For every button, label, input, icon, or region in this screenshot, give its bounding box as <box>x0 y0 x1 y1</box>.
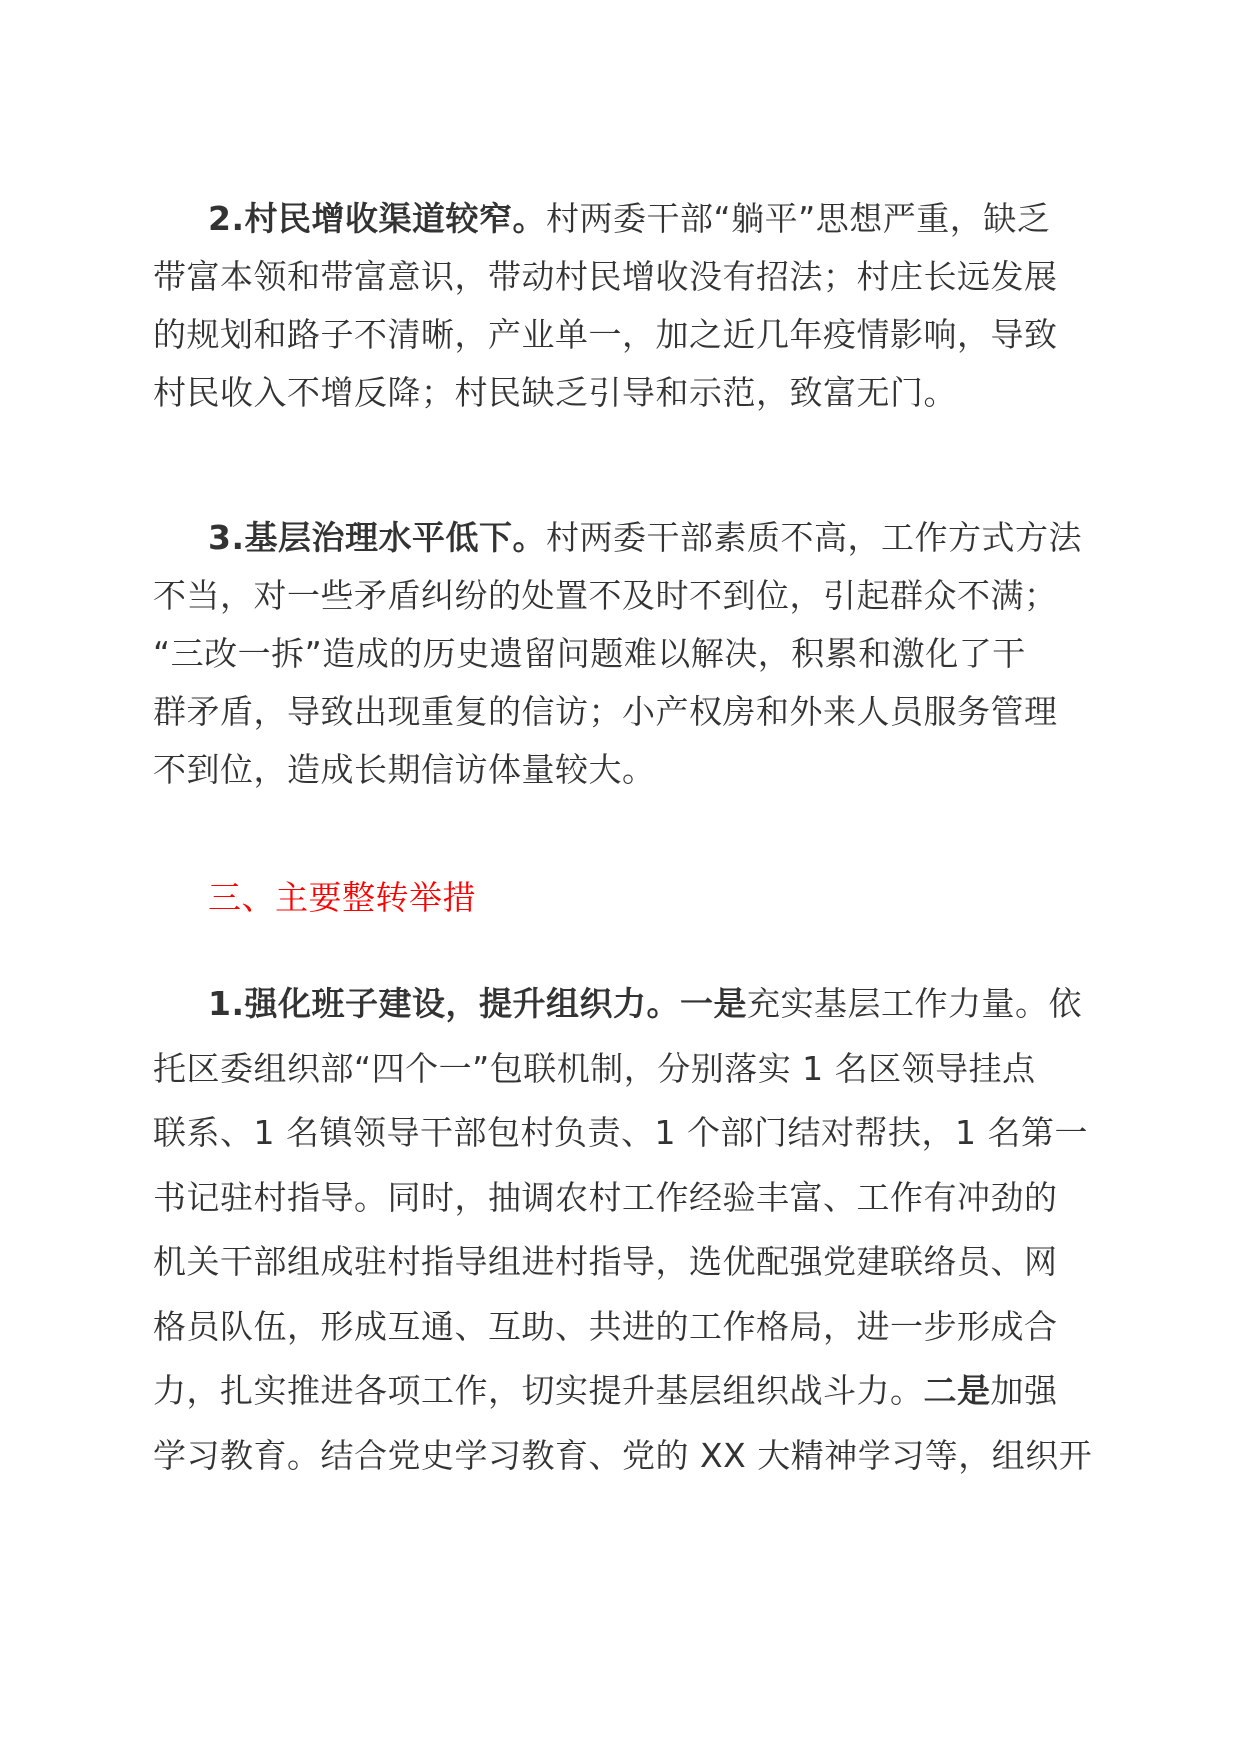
item2-line-2: 带富本领和带富意识，带动村民增收没有招法；村庄长远发展 <box>153 257 1058 296</box>
s3-item1-first: 一是 <box>680 984 747 1023</box>
s3-item1-line-1 <box>208 982 1093 1026</box>
s3-item1-line-5: 机关干部组成驻村指导组进村指导，选优配强党建联络员、网 <box>153 1242 1058 1281</box>
s3-item1-line-6: 格员队伍，形成互通、互助、共进的工作格局，进一步形成合 <box>153 1307 1058 1346</box>
item3-title: 3.基层治理水平低下。 <box>208 518 546 557</box>
s3-item1-line-3: 联系、1 名镇领导干部包村负责、1 个部门结对帮扶，1 名第一 <box>153 1113 1088 1152</box>
s3-item1-line-7-text: 力，扎实推进各项工作，切实提升基层组织战斗力。 <box>153 1371 924 1410</box>
item3-line-1 <box>208 516 1093 560</box>
s3-item1-line-7-tail: 加强 <box>990 1371 1058 1410</box>
s3-item1-text: 充实基层工作力量。依 <box>747 984 1082 1023</box>
s3-item1-second: 二是 <box>923 1371 991 1410</box>
s3-item1-title: 1.强化班子建设，提升组织力。 <box>208 984 680 1023</box>
s3-item1-line-4: 书记驻村指导。同时，抽调农村工作经验丰富、工作有冲劲的 <box>153 1178 1058 1217</box>
item3-line-4: 群矛盾，导致出现重复的信访；小产权房和外来人员服务管理 <box>153 692 1058 731</box>
section-heading: 三、主要整转举措 <box>208 878 476 917</box>
item2-line-3: 的规划和路子不清晰，产业单一，加之近几年疫情影响，导致 <box>153 315 1058 354</box>
item3-line-2: 不当，对一些矛盾纠纷的处置不及时不到位，引起群众不满； <box>153 576 1058 615</box>
item3-line-3: “三改一拆”造成的历史遗留问题难以解决，积累和激化了干 <box>153 634 1026 673</box>
s3-item1-line-8: 学习教育。结合党史学习教育、党的 XX 大精神学习等，组织开 <box>153 1436 1093 1475</box>
item3-line-5: 不到位，造成长期信访体量较大。 <box>153 750 656 789</box>
item3-text: 村两委干部素质不高，工作方式方法 <box>546 518 1082 557</box>
item2-line-1 <box>208 197 1093 241</box>
item2-title: 2.村民增收渠道较窄。 <box>208 199 546 238</box>
s3-item1-line-2: 托区委组织部“四个一”包联机制，分别落实 1 名区领导挂点 <box>153 1049 1036 1088</box>
item2-line-4: 村民收入不增反降；村民缺乏引导和示范，致富无门。 <box>153 373 957 412</box>
item2-text: 村两委干部“躺平”思想严重，缺乏 <box>546 199 1051 238</box>
s3-item1-line-7 <box>153 1369 1093 1413</box>
